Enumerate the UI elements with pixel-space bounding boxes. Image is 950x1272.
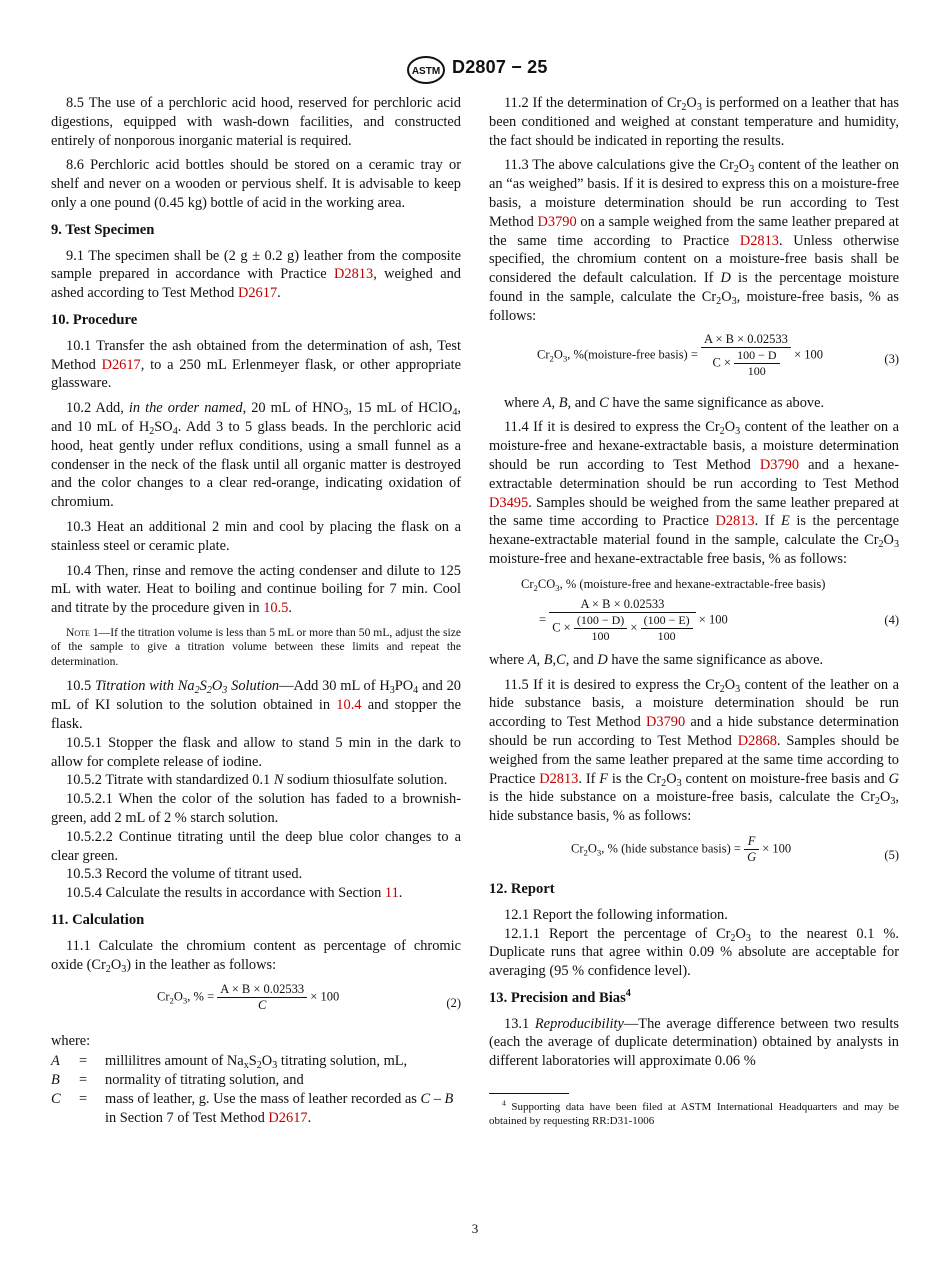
- page-header: [0, 56, 950, 86]
- equation-2: $Cr_2O_3$, % = $\frac{A \times B \times 0.02533}{C}$ × 100 (2): [157, 982, 461, 1013]
- definition-c: C = mass of leather, g. Use the mass of leather recorded as C – B in Section 7 of Test Method D2617.: [51, 1090, 454, 1126]
- equation-4: $Cr_2CO_3$, % (moisture-free and hexane-extractable-free basis) = A × B × 0.02533 C × $\frac{(100 - D)}{100}$ × $\frac{(100 - E)}{100}$ × 100 (4): [521, 576, 899, 643]
- paragraph-11-1: 11.1 Calculate the chromium content as percentage of chromic oxide $(Cr_2O_3)$ in the leather as follows:: [51, 937, 461, 975]
- paragraph-11-4: 11.4 If it is desired to express the $Cr_2O_3$ content of the leather on a moisture-free and hexane-extractable basis, a moisture determination should be run according to Test Method D3790 and a hexane-extractable determination should be run according to Test Method D3495. Samples should be weighed from the same leather prepared at the same time according to Practice D2813. If E is the percentage hexane-extractable material found in the sample, calculate the $Cr_2O_3$ moisture-free and hexane-extractable free basis, % as follows:: [489, 419, 899, 567]
- definition-b: B = normality of titrating solution, and: [51, 1071, 304, 1088]
- equation-number: (4): [884, 612, 899, 627]
- equation-5: $Cr_2O_3$, % (hide substance basis) = $\frac{F}{G}$ × 100 (5): [571, 833, 899, 864]
- ref-section-11[interactable]: 11: [384, 885, 399, 902]
- left-column: [51, 94, 461, 1127]
- section-heading-11: 11. Calculation: [51, 911, 145, 928]
- section-heading-12: 12. Report: [489, 880, 555, 897]
- where-label: where:: [51, 1033, 91, 1050]
- section-heading-13: 13. Precision and Bias$^4$: [489, 988, 631, 1006]
- paragraph-10-5-1: 10.5.1 Stopper the flask and allow to stand 5 min in the dark to allow for complete release of iodine.: [51, 734, 461, 770]
- ref-d3790[interactable]: D3790: [759, 456, 800, 473]
- equation-2-fraction: $\frac{A \times B \times 0.02533}{C}$: [217, 982, 307, 1013]
- ref-d2617[interactable]: D2617: [101, 356, 141, 373]
- ref-d2813[interactable]: D2813: [715, 513, 755, 530]
- paragraph-10-5-3: 10.5.3 Record the volume of titrant used.: [66, 866, 303, 883]
- paragraph-10-5-2-2: 10.5.2.2 Continue titrating until the deep blue color changes to a clear green.: [51, 828, 461, 864]
- paragraph-10-5-2-1: 10.5.2.1 When the color of the solution has faded to a brownish-green, add 2 mL of 2 % starch solution.: [51, 791, 461, 826]
- footnote-divider: [489, 1093, 569, 1094]
- ref-10-4[interactable]: 10.4: [336, 697, 362, 714]
- ref-d3790[interactable]: D3790: [537, 213, 577, 230]
- equation-5-fraction: $\frac{F}{G}$: [744, 834, 759, 865]
- equation-4-fraction: A × B × 0.02533 C × $\frac{(100 - D)}{100}$ × $\frac{(100 - E)}{100}$: [549, 597, 695, 644]
- paragraph-10-5: 10.5 Titration with $Na_2S_2O_3$ Solution—Add 30 mL of $H_3PO_4$ and 20 mL of KI solution to the solution obtained in 10.4 and stopper the flask.: [51, 678, 462, 733]
- paragraph-9-1: 9.1 The specimen shall be (2 g ± 0.2 g) leather from the composite sample prepared in accordance with Practice D2813, weighed and ashed according to Test Method D2617.: [51, 247, 462, 302]
- paragraph-12-1-1: 12.1.1 Report the percentage of $Cr_2O_3$ to the nearest 0.1 %. Duplicate runs that agree within 0.09 % absolute are acceptable for averaging (95 % confidence level).: [489, 925, 899, 980]
- paragraph-12-1: 12.1 Report the following information.: [504, 906, 728, 923]
- paragraph-where-3: where A, B, and C have the same significance as above.: [504, 394, 825, 411]
- ref-d2617[interactable]: D2617: [237, 285, 278, 302]
- paragraph-10-5-2: 10.5.2 Titrate with standardized 0.1 N sodium thiosulfate solution.: [66, 772, 448, 789]
- paragraph-10-4: 10.4 Then, rinse and remove the acting condenser and dilute to 125 mL with water. Heat to boiling and continue boiling for 7 min. Cool and titrate by the procedure given in 10.5.: [51, 562, 461, 617]
- equation-number: (3): [884, 351, 899, 366]
- paragraph-11-5: 11.5 If it is desired to express the $Cr_2O_3$ content of the leather on a hide substance basis, a moisture determination should be run according to Test Method D3790 and a hide substance determination should be run according to Test Method D2868. Samples should be weighed from the same leather prepared at the same time according to Practice D2813. If F is the $Cr_2O_3$ content on moisture-free basis and G is the hide substance on a moisture-free basis, calculate the $Cr_2O_3$, hide substance basis, % as follows:: [489, 676, 899, 825]
- document-designation: D2807 − 25: [452, 57, 548, 77]
- footnote-4: $^4$ Supporting data have been filed at ASTM International Headquarters and may be obtained by requesting RR:D31-1006: [489, 1098, 899, 1128]
- equation-3: $Cr_2O_3$, %(moisture-free basis) = A × B × 0.02533 C × $\frac{100 - D}{100}$ × 100 (3): [537, 331, 899, 378]
- page-number: 3: [471, 1221, 479, 1236]
- ref-d2617[interactable]: D2617: [268, 1109, 308, 1126]
- paragraph-where-4: where A, B,C, and D have the same significance as above.: [489, 651, 824, 668]
- ref-10-5[interactable]: 10.5: [263, 600, 289, 617]
- equation-number: (5): [884, 847, 899, 862]
- ref-d3790[interactable]: D3790: [646, 714, 686, 731]
- paragraph-8-6: 8.6 Perchloric acid bottles should be stored on a ceramic tray or shelf and never on a wooden or pervious shelf. It is advisable to keep only a one pound (0.45 kg) bottle of acid in the working area.: [51, 157, 461, 211]
- paragraph-10-2: 10.2 Add, in the order named, 20 mL of $HNO_3$, 15 mL of HClO$_4$, and 10 mL of $H_2SO_4$. Add 3 to 5 glass beads. In the perchloric acid hood, heat gently under reflux conditions, using a small funnel as a condenser in the neck of the flask until all organic matter is destroyed and the color changes to a clear red-orange, indicating oxidation of chromium.: [51, 400, 461, 511]
- ref-d2813[interactable]: D2813: [334, 266, 374, 283]
- ref-d2813[interactable]: D2813: [539, 770, 579, 787]
- paragraph-13-1: 13.1 Reproducibility—The average difference between two results (each the average of duplicate determination) obtained by analysts in different laboratories will approximate 0.06 %: [489, 1015, 900, 1070]
- paragraph-10-5-4: 10.5.4 Calculate the results in accordance with Section 11.: [66, 885, 403, 902]
- ref-d3495[interactable]: D3495: [489, 494, 529, 511]
- paragraph-10-1: 10.1 Transfer the ash obtained from the determination of ash, Test Method D2617, to a 250 mL Erlenmeyer flask, or other appropriate glassware.: [51, 337, 461, 392]
- paragraph-11-2: 11.2 If the determination of $Cr_2O_3$ is performed on a leather that has been conditioned and weighed at constant temperature and humidity, the fact should be indicated in reporting the results.: [489, 95, 899, 149]
- paragraph-10-3: 10.3 Heat an additional 2 min and cool by placing the flask on a stainless steel or ceramic plate.: [51, 518, 461, 554]
- definition-a: A = millilitres amount of $Na_xS_2O_3$ titrating solution, mL,: [51, 1053, 408, 1072]
- ref-d2813[interactable]: D2813: [739, 232, 779, 249]
- paragraph-11-3: 11.3 The above calculations give the $Cr_2O_3$ content of the leather on an “as weighed” basis. If it is desired to express this on a moisture-free basis, a moisture determination should be run according to Test Method D3790 on a sample weighed from the same leather prepared at the same time according to Practice D2813. Unless otherwise specified, the chromium content on a moisture-free basis shall be considered the default calculation. If D is the percentage moisture found in the sample, calculate the $Cr_2O_3$, moisture-free basis, % as follows:: [489, 157, 899, 324]
- equation-3-fraction: A × B × 0.02533 C × $\frac{100 - D}{100}$: [701, 332, 791, 379]
- section-heading-9: 9. Test Specimen: [51, 221, 155, 238]
- note-1: Note 1—If the titration volume is less than 5 mL or more than 50 mL, adjust the size of the sample to give a titration volume between these limits and repeat the determination.: [51, 625, 461, 668]
- variable-definitions: [51, 1052, 461, 1127]
- ref-d2868[interactable]: D2868: [737, 732, 777, 749]
- section-heading-10: 10. Procedure: [51, 311, 138, 328]
- svg-text:ASTM: ASTM: [411, 66, 441, 77]
- paragraph-8-5: 8.5 The use of a perchloric acid hood, reserved for perchloric acid digestions, equipped with wash-down facilities, and constructed entirely of nonporous inorganic material is required.: [51, 95, 461, 149]
- astm-logo-icon: [406, 56, 446, 84]
- right-column: [489, 94, 899, 1128]
- equation-number: (2): [446, 996, 461, 1011]
